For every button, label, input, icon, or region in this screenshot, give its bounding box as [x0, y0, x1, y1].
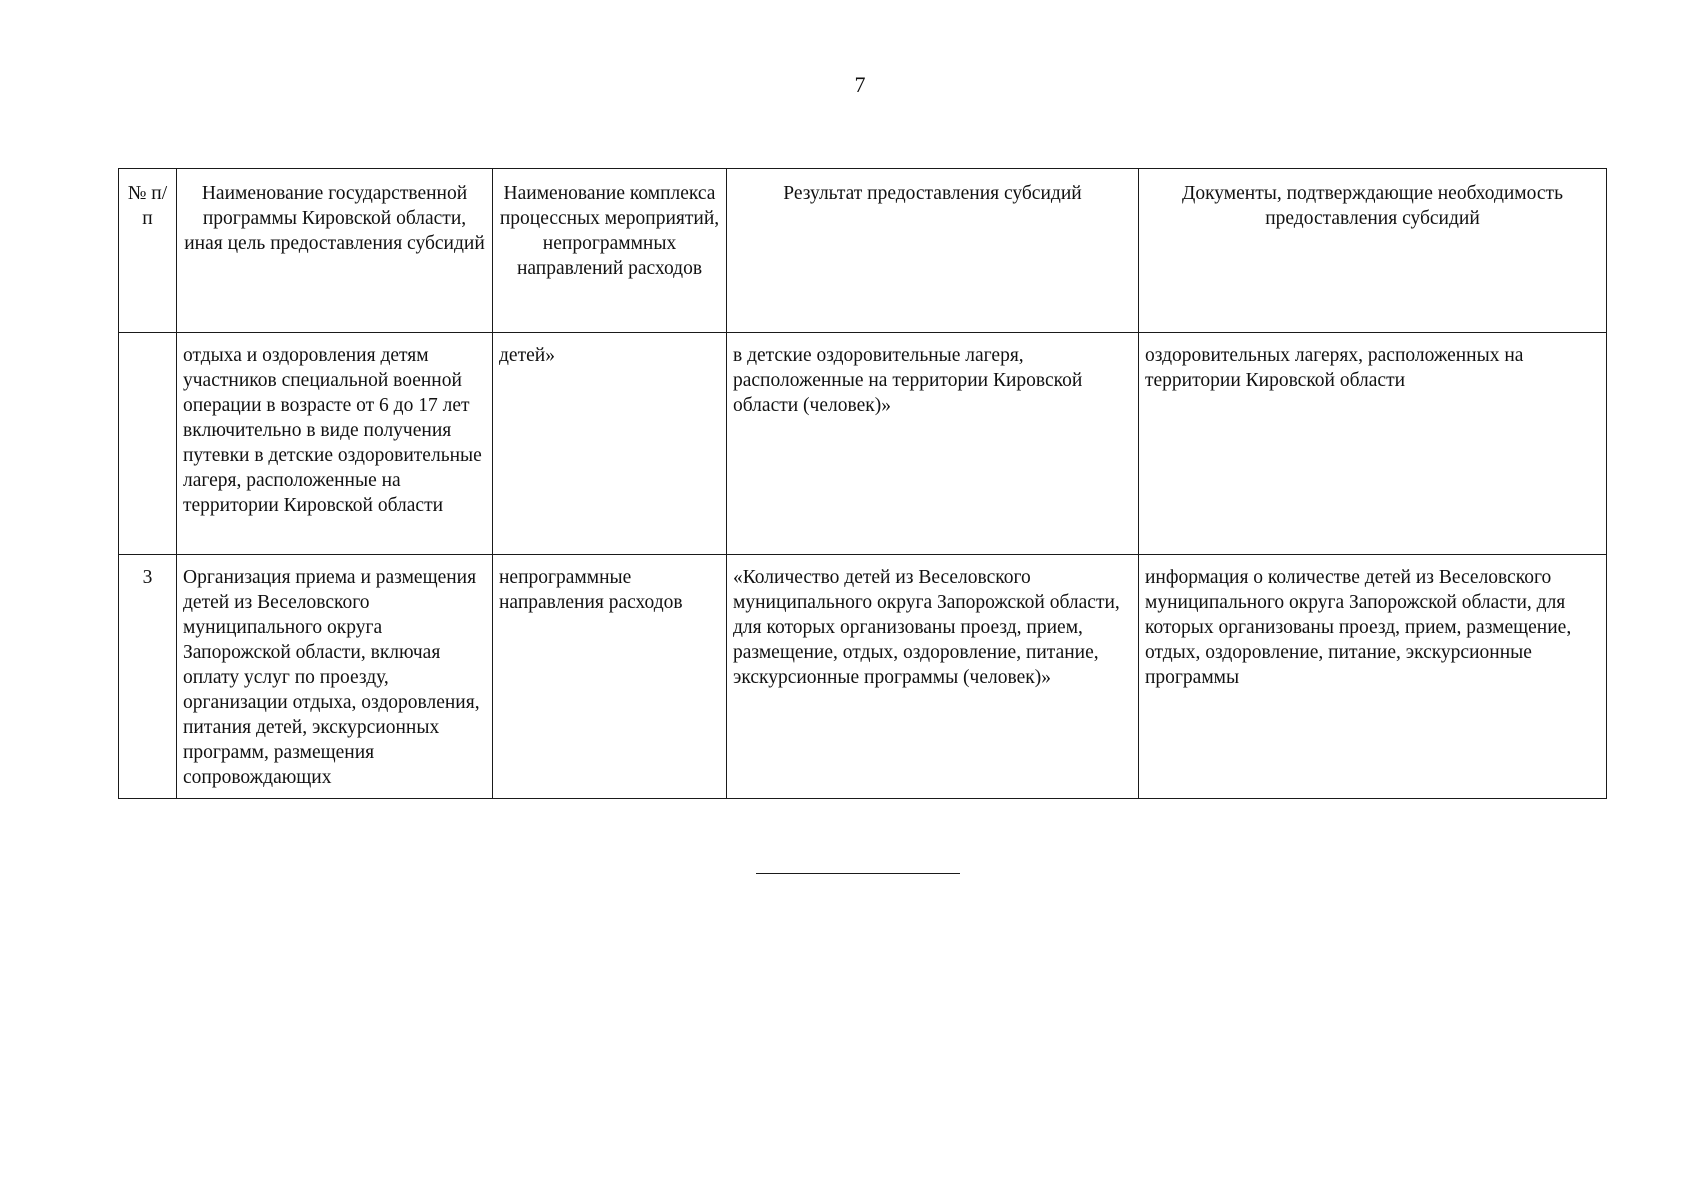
header-program: Наименование государственной программы Кировской области, иная цель предоставления субсидий [177, 169, 493, 333]
cell-program: отдыха и оздоровления детям участников специальной военной операции в возрасте от 6 до 17 лет включительно в виде получения путевки в детские оздоровительные лагеря, расположенные на территории Кировской области [177, 333, 493, 555]
header-complex: Наименование комплекса процессных мероприятий, непрограммных направлений расходов [493, 169, 727, 333]
table-header-row [119, 169, 1607, 333]
end-of-document-line [756, 873, 960, 874]
cell-result: в детские оздоровительные лагеря, расположенные на территории Кировской области (человек)» [727, 333, 1139, 555]
cell-program: Организация приема и размещения детей из Веселовского муниципального округа Запорожской области, включая оплату услуг по проезду, организации отдыха, оздоровления, питания детей, экскурсионных программ, размещения сопровождающих [177, 555, 493, 799]
header-documents: Документы, подтверждающие необходимость предоставления субсидий [1139, 169, 1607, 333]
cell-complex: детей» [493, 333, 727, 555]
header-result: Результат предоставления субсидий [727, 169, 1139, 333]
cell-documents: информация о количестве детей из Веселовского муниципального округа Запорожской области, для которых организованы проезд, прием, размещение, отдых, оздоровление, питание, экскурсионные программы [1139, 555, 1607, 799]
table-row [119, 555, 1607, 799]
header-num: № п/п [119, 169, 177, 333]
cell-num [119, 333, 177, 555]
cell-result: «Количество детей из Веселовского муниципального округа Запорожской области, для которых организованы проезд, прием, размещение, отдых, оздоровление, питание, экскурсионные программы (человек)» [727, 555, 1139, 799]
cell-documents: оздоровительных лагерях, расположенных на территории Кировской области [1139, 333, 1607, 555]
cell-complex: непрограммные направления расходов [493, 555, 727, 799]
table-row [119, 333, 1607, 555]
page-number: 7 [854, 72, 866, 97]
subsidy-table [118, 168, 1607, 799]
cell-num: 3 [119, 555, 177, 799]
